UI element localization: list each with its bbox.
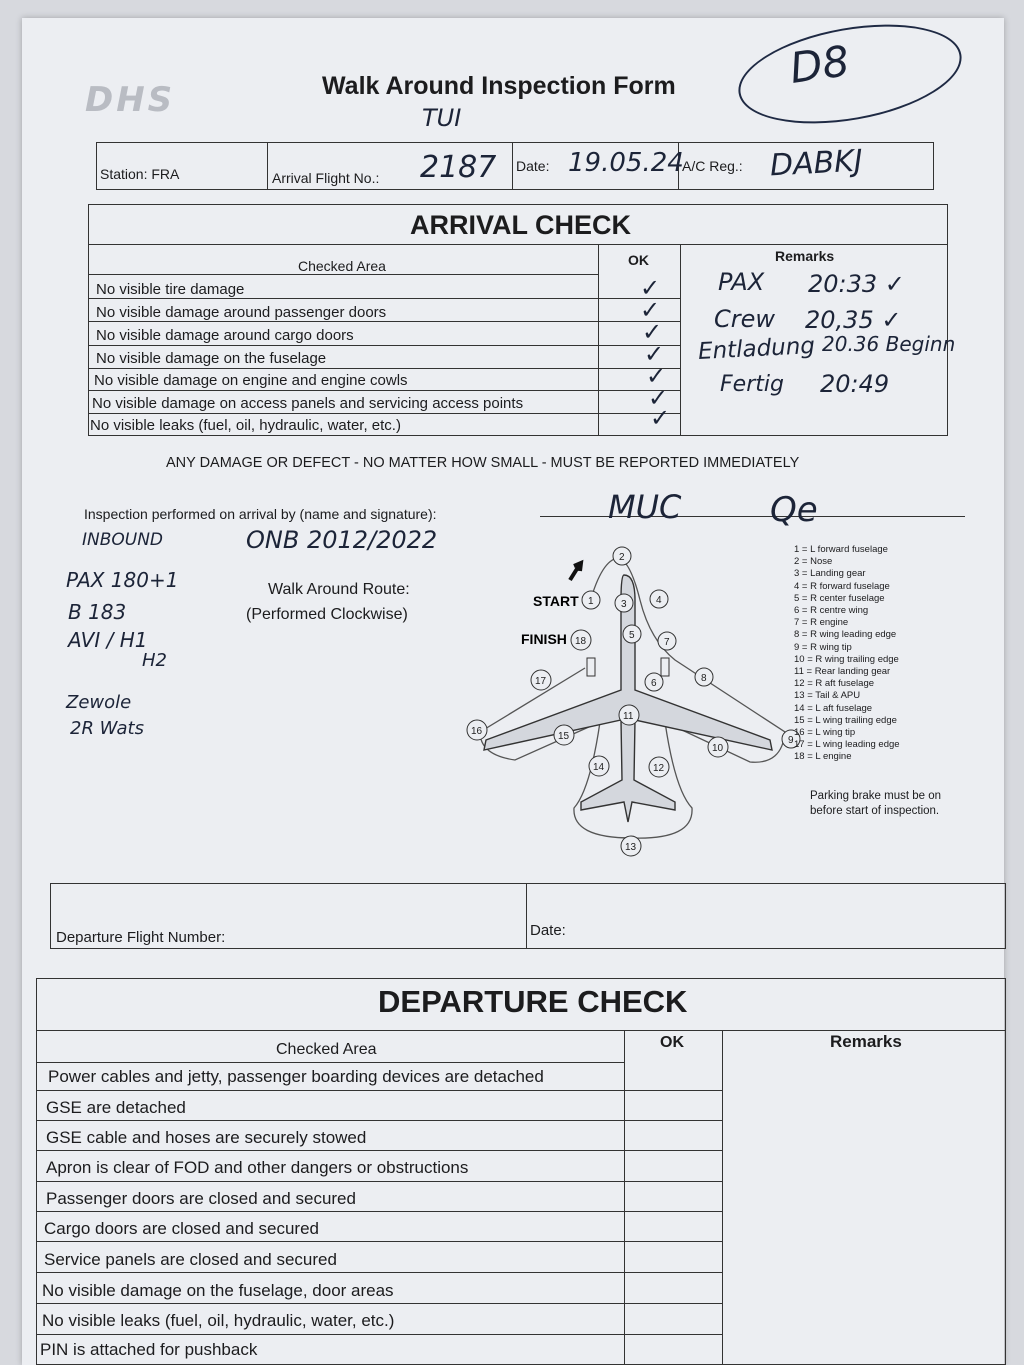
divider xyxy=(88,390,680,391)
svg-text:9: 9 xyxy=(788,735,794,746)
svg-text:17: 17 xyxy=(535,676,547,687)
arrival-row: No visible damage on the fuselage xyxy=(96,350,327,367)
arrival-row: No visible tire damage xyxy=(96,281,245,298)
legend-item: 16 = L wing tip xyxy=(794,727,856,739)
svg-text:5: 5 xyxy=(629,630,635,641)
svg-text:14: 14 xyxy=(593,762,605,773)
arrival-row: No visible leaks (fuel, oil, hydraulic, water, etc.) xyxy=(90,417,401,434)
arrival-col-remarks: Remarks xyxy=(775,248,835,264)
departure-row: Power cables and jetty, passenger boarding devices are detached xyxy=(48,1067,544,1086)
arrival-row: No visible damage around cargo doors xyxy=(96,327,354,344)
note-onb: ONB 2012/2022 xyxy=(246,526,438,554)
legend-item: 8 = R wing leading edge xyxy=(794,629,897,641)
remark-time: 20,35 ✓ xyxy=(805,306,902,334)
divider xyxy=(36,1030,1006,1031)
parking-brake-note-2: before start of inspection. xyxy=(810,805,940,817)
departure-row: PIN is attached for pushback xyxy=(40,1340,258,1359)
svg-text:16: 16 xyxy=(471,726,483,737)
arrival-flight-value: 2187 xyxy=(420,150,497,185)
svg-text:8: 8 xyxy=(701,673,707,684)
station-label: Station: FRA xyxy=(100,166,180,182)
departure-col-area: Checked Area xyxy=(276,1041,377,1058)
divider xyxy=(36,1303,722,1304)
ok-tick: ✓ xyxy=(650,405,671,432)
legend-item: 13 = Tail & APU xyxy=(794,690,861,702)
divider xyxy=(624,1030,625,1365)
departure-date-label: Date: xyxy=(530,922,566,939)
reg-value: DABKJ xyxy=(769,143,864,184)
dhs-logo: DHS xyxy=(85,80,176,120)
svg-text:15: 15 xyxy=(558,731,570,742)
departure-row: Passenger doors are closed and secured xyxy=(46,1189,356,1208)
reg-label: A/C Reg.: xyxy=(682,158,743,174)
divider xyxy=(680,244,681,436)
divider xyxy=(526,883,527,949)
divider xyxy=(512,142,513,190)
arrival-col-area: Checked Area xyxy=(298,258,386,274)
arrival-row: No visible damage around passenger doors xyxy=(96,304,387,321)
remark-time: 20:33 ✓ xyxy=(808,270,905,298)
note-b: B 183 xyxy=(68,600,127,624)
divider xyxy=(36,1211,722,1212)
divider xyxy=(88,368,680,369)
legend-item: 1 = L forward fuselage xyxy=(794,544,888,555)
remark-label: Entladung xyxy=(697,332,816,366)
svg-text:10: 10 xyxy=(712,743,724,754)
inspector-name: MUC xyxy=(608,488,682,526)
arrival-date-value: 19.05.24 xyxy=(568,148,684,178)
direction-arrow-icon xyxy=(570,563,581,580)
svg-text:18: 18 xyxy=(575,636,587,647)
svg-text:4: 4 xyxy=(656,595,662,606)
legend-item: 7 = R engine xyxy=(794,617,849,629)
svg-text:12: 12 xyxy=(653,763,665,774)
svg-text:2: 2 xyxy=(619,552,625,563)
divider xyxy=(267,142,268,190)
legend-item: 9 = R wing tip xyxy=(794,641,852,653)
damage-warning: ANY DAMAGE OR DEFECT - NO MATTER HOW SMALL - MUST BE REPORTED IMMEDIATELY xyxy=(166,455,800,471)
legend-item: 18 = L engine xyxy=(794,751,852,763)
remark-label: Fertig xyxy=(720,372,784,397)
divider xyxy=(88,345,680,346)
note-avi: AVI / H1 xyxy=(68,628,148,652)
svg-text:11: 11 xyxy=(623,711,634,722)
divider xyxy=(88,413,680,414)
note-wats: 2R Wats xyxy=(70,718,144,739)
remark-time: 20:49 xyxy=(820,370,890,398)
legend-item: 17 = L wing leading edge xyxy=(794,739,900,751)
arrival-flight-note: TUI xyxy=(422,104,462,132)
inspector-signature: Qe xyxy=(770,490,818,530)
ok-tick: ✓ xyxy=(640,275,661,302)
departure-row: Cargo doors are closed and secured xyxy=(44,1219,319,1238)
finish-label: FINISH xyxy=(521,631,567,647)
legend-item: 10 = R wing trailing edge xyxy=(794,653,899,665)
departure-row: GSE cable and hoses are securely stowed xyxy=(46,1128,367,1147)
departure-row: GSE are detached xyxy=(46,1098,186,1117)
route-sublabel: (Performed Clockwise) xyxy=(246,606,408,623)
divider xyxy=(36,1181,722,1182)
ok-tick: ✓ xyxy=(642,319,663,346)
ok-tick: ✓ xyxy=(644,341,665,368)
aircraft-silhouette xyxy=(484,575,772,822)
legend-item: 6 = R centre wing xyxy=(794,605,869,617)
legend-item: 2 = Nose xyxy=(794,556,833,568)
aircraft-route-diagram xyxy=(460,540,810,860)
departure-col-remarks: Remarks xyxy=(830,1032,902,1051)
divider xyxy=(36,1334,722,1335)
svg-text:3: 3 xyxy=(621,599,627,610)
departure-flight-label: Departure Flight Number: xyxy=(56,929,226,946)
legend-item: 12 = R aft fuselage xyxy=(794,678,875,690)
departure-row: Apron is clear of FOD and other dangers or obstructions xyxy=(46,1158,469,1177)
form-title: Walk Around Inspection Form xyxy=(322,72,676,100)
svg-text:13: 13 xyxy=(625,842,637,853)
remark-label: Crew xyxy=(714,305,776,333)
legend-item: 4 = R forward fuselage xyxy=(794,580,890,592)
divider xyxy=(36,1150,722,1151)
signature-line xyxy=(540,516,965,517)
arrival-row: No visible damage on engine and engine cowls xyxy=(94,372,408,389)
right-engine xyxy=(661,658,669,676)
left-engine xyxy=(587,658,595,676)
departure-check-title: DEPARTURE CHECK xyxy=(378,984,688,1019)
legend-item: 11 = Rear landing gear xyxy=(794,666,891,678)
departure-row: No visible leaks (fuel, oil, hydraulic, water, etc.) xyxy=(42,1311,395,1330)
divider xyxy=(36,1241,722,1242)
note-pax: PAX 180+1 xyxy=(66,568,179,592)
svg-text:6: 6 xyxy=(651,678,657,689)
arrival-check-title: ARRIVAL CHECK xyxy=(410,210,632,240)
legend-item: 14 = L aft fuselage xyxy=(794,702,873,714)
divider xyxy=(88,321,680,322)
divider xyxy=(598,244,599,436)
divider xyxy=(722,1030,723,1365)
svg-text:7: 7 xyxy=(664,637,670,648)
departure-row: Service panels are closed and secured xyxy=(44,1250,337,1269)
ok-tick: ✓ xyxy=(648,385,669,412)
note-zewole: Zewole xyxy=(66,692,132,713)
svg-text:1: 1 xyxy=(588,596,594,607)
inspection-label: Inspection performed on arrival by (name and signature): xyxy=(84,506,437,522)
divider xyxy=(88,298,680,299)
divider xyxy=(36,1120,722,1121)
divider xyxy=(88,274,598,275)
date-label: Date: xyxy=(516,158,550,174)
remark-label: PAX xyxy=(718,268,765,296)
divider xyxy=(36,1062,624,1063)
note-inbound: INBOUND xyxy=(82,530,164,550)
arrival-flight-label: Arrival Flight No.: xyxy=(272,170,380,186)
legend-item: 5 = R center fuselage xyxy=(794,592,885,604)
ok-tick: ✓ xyxy=(646,363,667,390)
remark-time: 20.36 Beginn xyxy=(822,332,956,356)
arrival-col-ok: OK xyxy=(628,252,649,268)
divider xyxy=(88,244,948,245)
route-legend xyxy=(794,544,900,764)
departure-col-ok: OK xyxy=(660,1034,684,1051)
parking-brake-note: Parking brake must be on xyxy=(810,790,942,802)
legend-item: 3 = Landing gear xyxy=(794,568,866,580)
divider xyxy=(36,1272,722,1273)
divider xyxy=(36,1090,722,1091)
ok-tick: ✓ xyxy=(640,297,661,324)
circled-code: D8 xyxy=(786,36,853,93)
arrival-row: No visible damage on access panels and servicing access points xyxy=(92,395,524,412)
start-label: START xyxy=(533,593,579,609)
note-avi-2: H2 xyxy=(142,650,167,671)
departure-row: No visible damage on the fuselage, door areas xyxy=(42,1281,394,1300)
legend-item: 15 = L wing trailing edge xyxy=(794,714,897,726)
route-label: Walk Around Route: xyxy=(268,581,410,598)
